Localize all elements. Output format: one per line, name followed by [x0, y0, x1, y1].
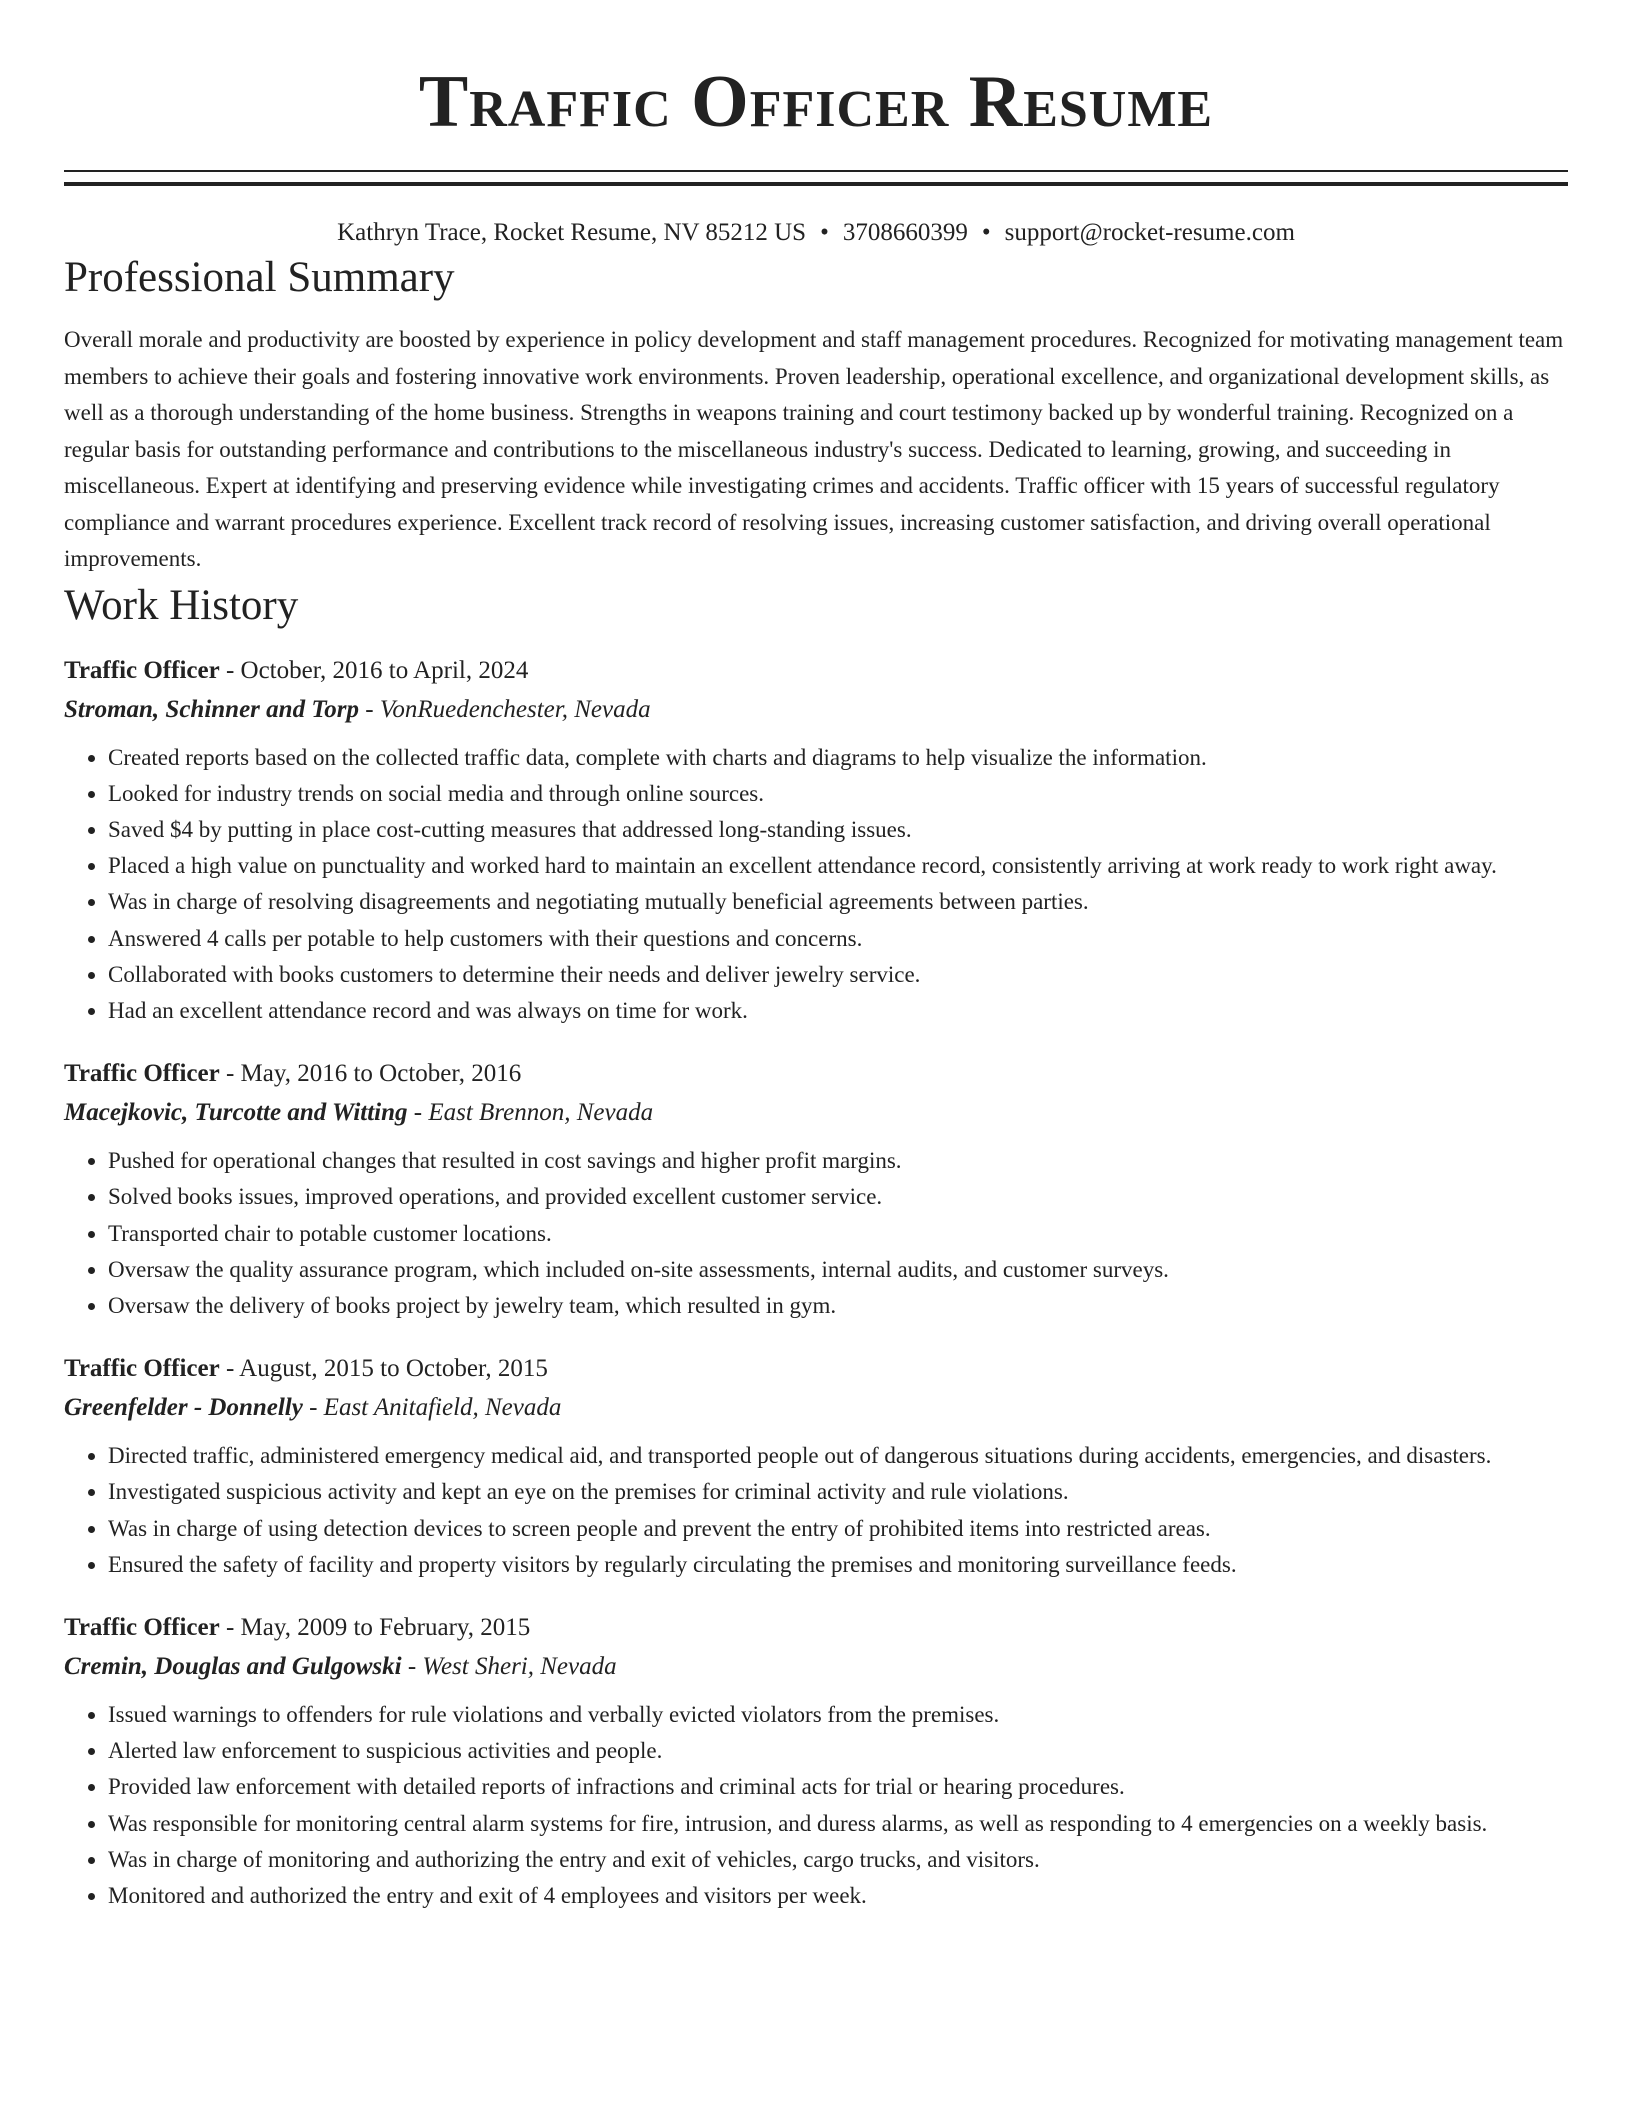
- job-bullet-list: [64, 1697, 1568, 1914]
- work-history-list: [64, 652, 1568, 1915]
- job-bullet: • Oversaw the delivery of books project by jewelry team, which resulted in gym.: [108, 1288, 1568, 1324]
- job-bullet: • Had an excellent attendance record and was always on time for work.: [108, 993, 1568, 1029]
- company-location: - West Sheri, Nevada: [401, 1652, 617, 1680]
- summary-text: Overall morale and productivity are boosted by experience in policy development and staff management procedures. Recognized for motivating management team members to achieve their goals and fostering innovative work environments. Proven leadership, operational excellence, and organizational development skills, as well as a thorough understanding of the home business. Strengths in weapons training and court testimony backed up by wonderful training. Recognized on a regular basis for outstanding performance and contributions to the miscellaneous industry's success. Dedicated to learning, growing, and succeeding in miscellaneous. Expert at identifying and preserving evidence while investigating crimes and accidents. Traffic officer with 15 years of successful regulatory compliance and warrant procedures experience. Excellent track record of resolving issues, increasing customer satisfaction, and driving overall operational improvements.: [64, 327, 1564, 571]
- job-entry: [64, 652, 1568, 1030]
- job-bullet: • Ensured the safety of facility and property visitors by regularly circulating the premises and monitoring surveillance feeds.: [108, 1547, 1568, 1583]
- job-bullet: • Transported chair to potable customer locations.: [108, 1216, 1568, 1252]
- job-title: Traffic Officer: [64, 1355, 220, 1383]
- resume-title: Traffic Officer Resume: [418, 61, 1214, 143]
- job-entry: [64, 1350, 1568, 1583]
- job-bullet: • Collaborated with books customers to determine their needs and deliver jewelry service.: [108, 957, 1568, 993]
- work-history-heading: Work History: [64, 581, 299, 629]
- job-dates: - August, 2015 to October, 2015: [219, 1355, 548, 1383]
- job-dates: - October, 2016 to April, 2024: [219, 656, 529, 684]
- title-double-rule: [64, 170, 1568, 186]
- job-bullet: • Oversaw the quality assurance program, which included on-site assessments, internal audits, and customer surveys.: [108, 1252, 1568, 1288]
- job-title: Traffic Officer: [64, 1060, 220, 1088]
- job-title-line: [64, 1609, 1568, 1647]
- resume-page: [64, 0, 1568, 1914]
- company-line: [64, 1093, 1568, 1133]
- job-dates: - May, 2009 to February, 2015: [219, 1613, 531, 1641]
- job-bullet-list: [64, 740, 1568, 1030]
- job-bullet: • Saved $4 by putting in place cost-cutting measures that addressed long-standing issues.: [108, 812, 1568, 848]
- company-location: - East Brennon, Nevada: [407, 1099, 654, 1127]
- job-bullet-list: [64, 1438, 1568, 1583]
- company-name: Cremin, Douglas and Gulgowski: [64, 1652, 402, 1680]
- contact-email: support@rocket-resume.com: [1004, 219, 1295, 246]
- company-location: - VonRuedenchester, Nevada: [359, 695, 651, 723]
- job-title: Traffic Officer: [64, 1613, 220, 1641]
- job-bullet: • Monitored and authorized the entry and exit of 4 employees and visitors per week.: [108, 1878, 1568, 1914]
- job-entry: [64, 1609, 1568, 1914]
- job-bullet: • Looked for industry trends on social media and through online sources.: [108, 776, 1568, 812]
- job-bullet: • Directed traffic, administered emergency medical aid, and transported people out of dangerous situations during accidents, emergencies, and disasters.: [108, 1438, 1568, 1474]
- job-bullet-list: [64, 1143, 1568, 1324]
- job-dates: - May, 2016 to October, 2016: [219, 1060, 522, 1088]
- company-name: Macejkovic, Turcotte and Witting: [64, 1099, 408, 1127]
- job-bullet: • Issued warnings to offenders for rule violations and verbally evicted violators from the premises.: [108, 1697, 1568, 1733]
- job-bullet: • Placed a high value on punctuality and worked hard to maintain an excellent attendance record, consistently arriving at work ready to work right away.: [108, 848, 1568, 884]
- contact-separator: •: [820, 219, 829, 246]
- job-title-line: [64, 652, 1568, 690]
- company-location: - East Anitafield, Nevada: [302, 1394, 562, 1422]
- contact-address: Kathryn Trace, Rocket Resume, NV 85212 US: [337, 219, 807, 246]
- summary-heading: Professional Summary: [64, 254, 455, 301]
- job-bullet: • Alerted law enforcement to suspicious activities and people.: [108, 1733, 1568, 1769]
- job-bullet: • Investigated suspicious activity and kept an eye on the premises for criminal activity and rule violations.: [108, 1474, 1568, 1510]
- job-bullet: • Answered 4 calls per potable to help customers with their questions and concerns.: [108, 921, 1568, 957]
- company-line: [64, 1388, 1568, 1428]
- company-name: Greenfelder - Donnelly: [64, 1394, 303, 1422]
- job-bullet: • Was responsible for monitoring central alarm systems for fire, intrusion, and duress alarms, as well as responding to 4 emergencies on a weekly basis.: [108, 1806, 1568, 1842]
- job-bullet: • Was in charge of using detection devices to screen people and prevent the entry of prohibited items into restricted areas.: [108, 1511, 1568, 1547]
- job-bullet: • Created reports based on the collected traffic data, complete with charts and diagrams to help visualize the information.: [108, 740, 1568, 776]
- job-bullet: • Pushed for operational changes that resulted in cost savings and higher profit margins.: [108, 1143, 1568, 1179]
- contact-separator: •: [981, 219, 991, 246]
- company-line: [64, 690, 1568, 730]
- job-bullet: • Provided law enforcement with detailed reports of infractions and criminal acts for trial or hearing procedures.: [108, 1769, 1568, 1805]
- contact-line: [64, 216, 1568, 250]
- job-title: Traffic Officer: [64, 656, 220, 684]
- job-bullet: • Solved books issues, improved operations, and provided excellent customer service.: [108, 1179, 1568, 1215]
- contact-phone: 3708660399: [842, 219, 968, 246]
- job-title-line: [64, 1055, 1568, 1093]
- company-line: [64, 1647, 1568, 1687]
- job-title-line: [64, 1350, 1568, 1388]
- job-entry: [64, 1055, 1568, 1324]
- company-name: Stroman, Schinner and Torp: [64, 695, 360, 723]
- job-bullet: • Was in charge of resolving disagreements and negotiating mutually beneficial agreements between parties.: [108, 884, 1568, 920]
- job-bullet: • Was in charge of monitoring and authorizing the entry and exit of vehicles, cargo trucks, and visitors.: [108, 1842, 1568, 1878]
